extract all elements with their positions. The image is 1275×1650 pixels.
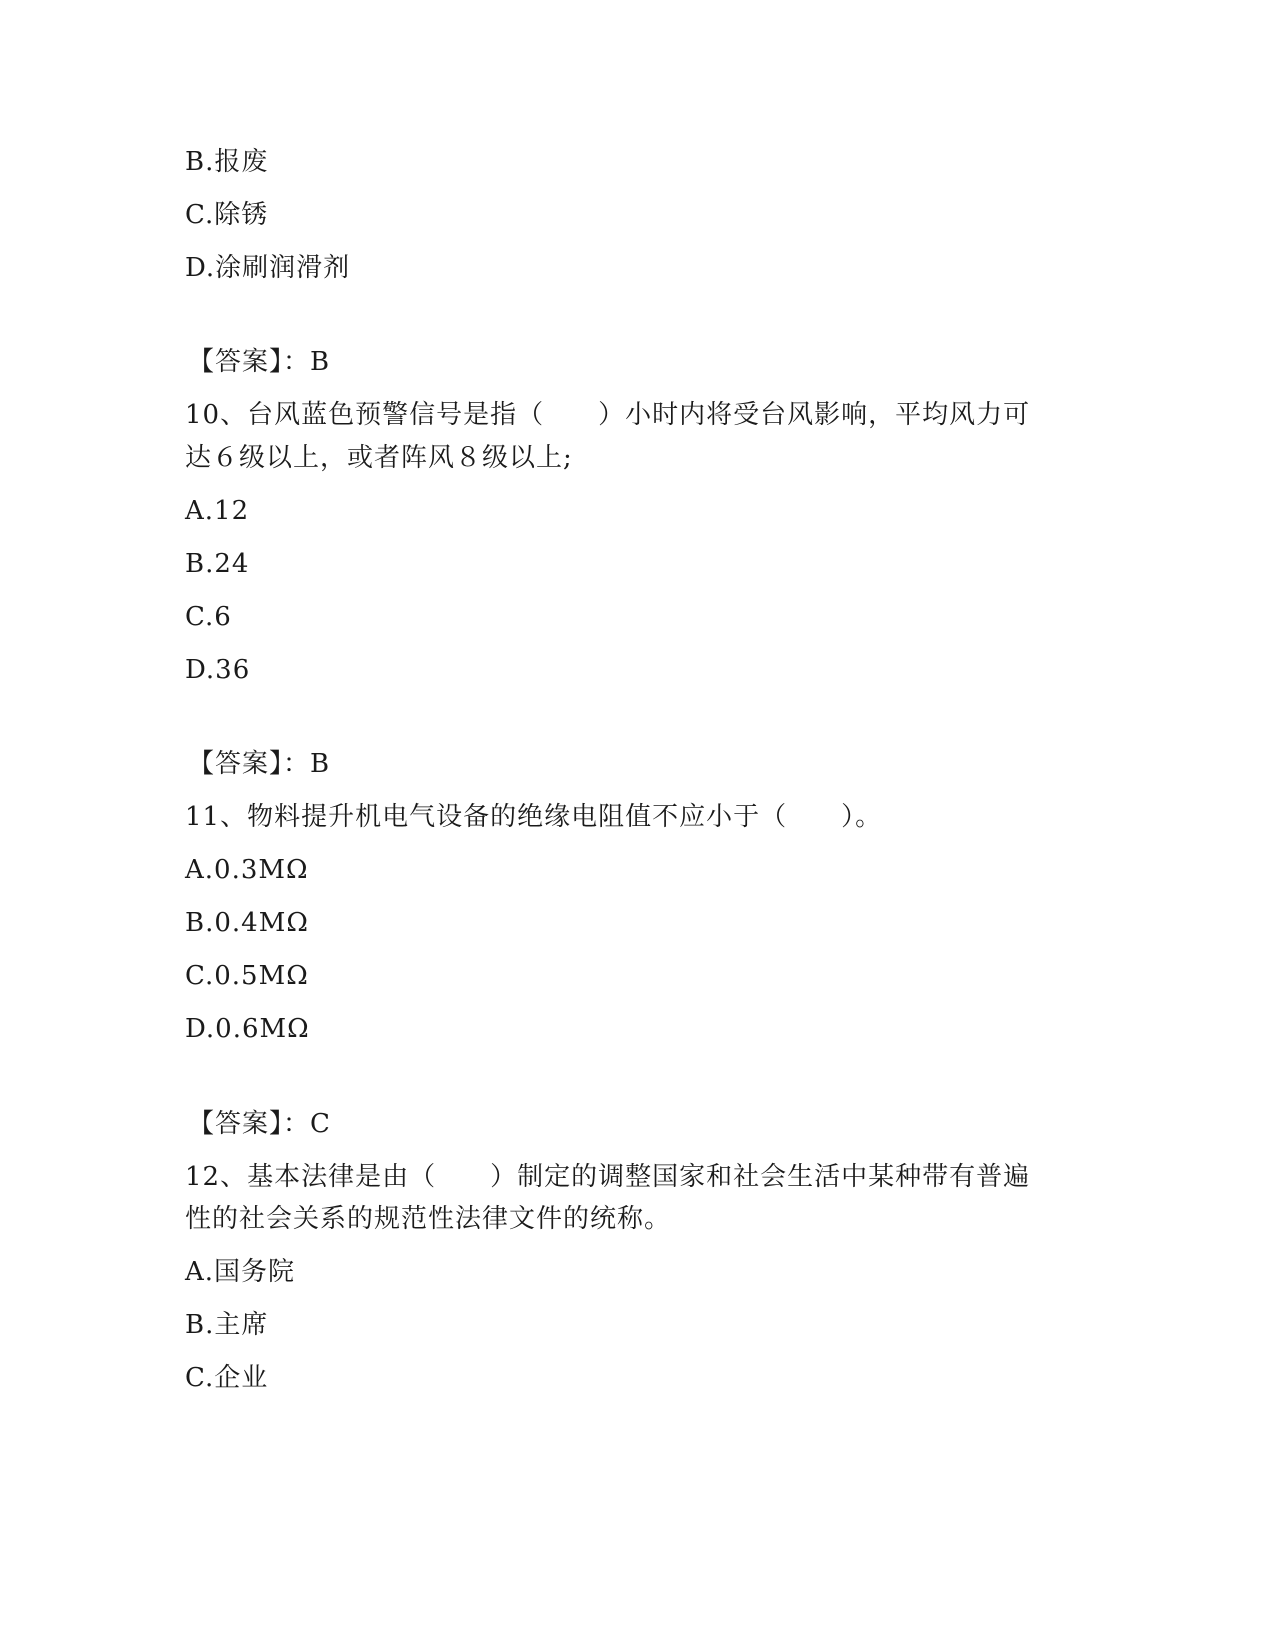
q12-option-b: B.主席: [185, 1310, 269, 1340]
q10-option-b: B.24: [185, 549, 250, 579]
q10-option-d: D.36: [185, 655, 251, 685]
q9-option-d: D.涂刷润滑剂: [185, 253, 351, 283]
q10-option-a: A.12: [185, 496, 250, 526]
q10-stem-line-2: 达６级以上，或者阵风８级以上;: [185, 443, 573, 473]
q12-option-a: A.国务院: [185, 1257, 296, 1287]
q9-option-c: C.除锈: [185, 200, 269, 230]
q10-option-c: C.6: [185, 602, 232, 632]
q11-stem-line-1: 11、物料提升机电气设备的绝缘电阻值不应小于（ ）。: [185, 802, 883, 832]
q11-option-b: B.0.4MΩ: [185, 908, 309, 938]
q9-option-b: B.报废: [185, 147, 269, 177]
q11-answer: 【答案】：C: [188, 1109, 331, 1139]
q10-stem-line-1: 10、台风蓝色预警信号是指（ ）小时内将受台风影响，平均风力可: [185, 400, 1031, 430]
q11-option-a: A.0.3MΩ: [185, 855, 309, 885]
q11-option-d: D.0.6MΩ: [185, 1014, 310, 1044]
q10-answer: 【答案】：B: [188, 749, 331, 779]
q9-answer: 【答案】：B: [188, 347, 331, 377]
q11-option-c: C.0.5MΩ: [185, 961, 309, 991]
q12-stem-line-1: 12、基本法律是由（ ）制定的调整国家和社会生活中某种带有普遍: [185, 1162, 1031, 1192]
q12-stem-line-2: 性的社会关系的规范性法律文件的统称。: [185, 1204, 672, 1234]
q12-option-c: C.企业: [185, 1363, 269, 1393]
